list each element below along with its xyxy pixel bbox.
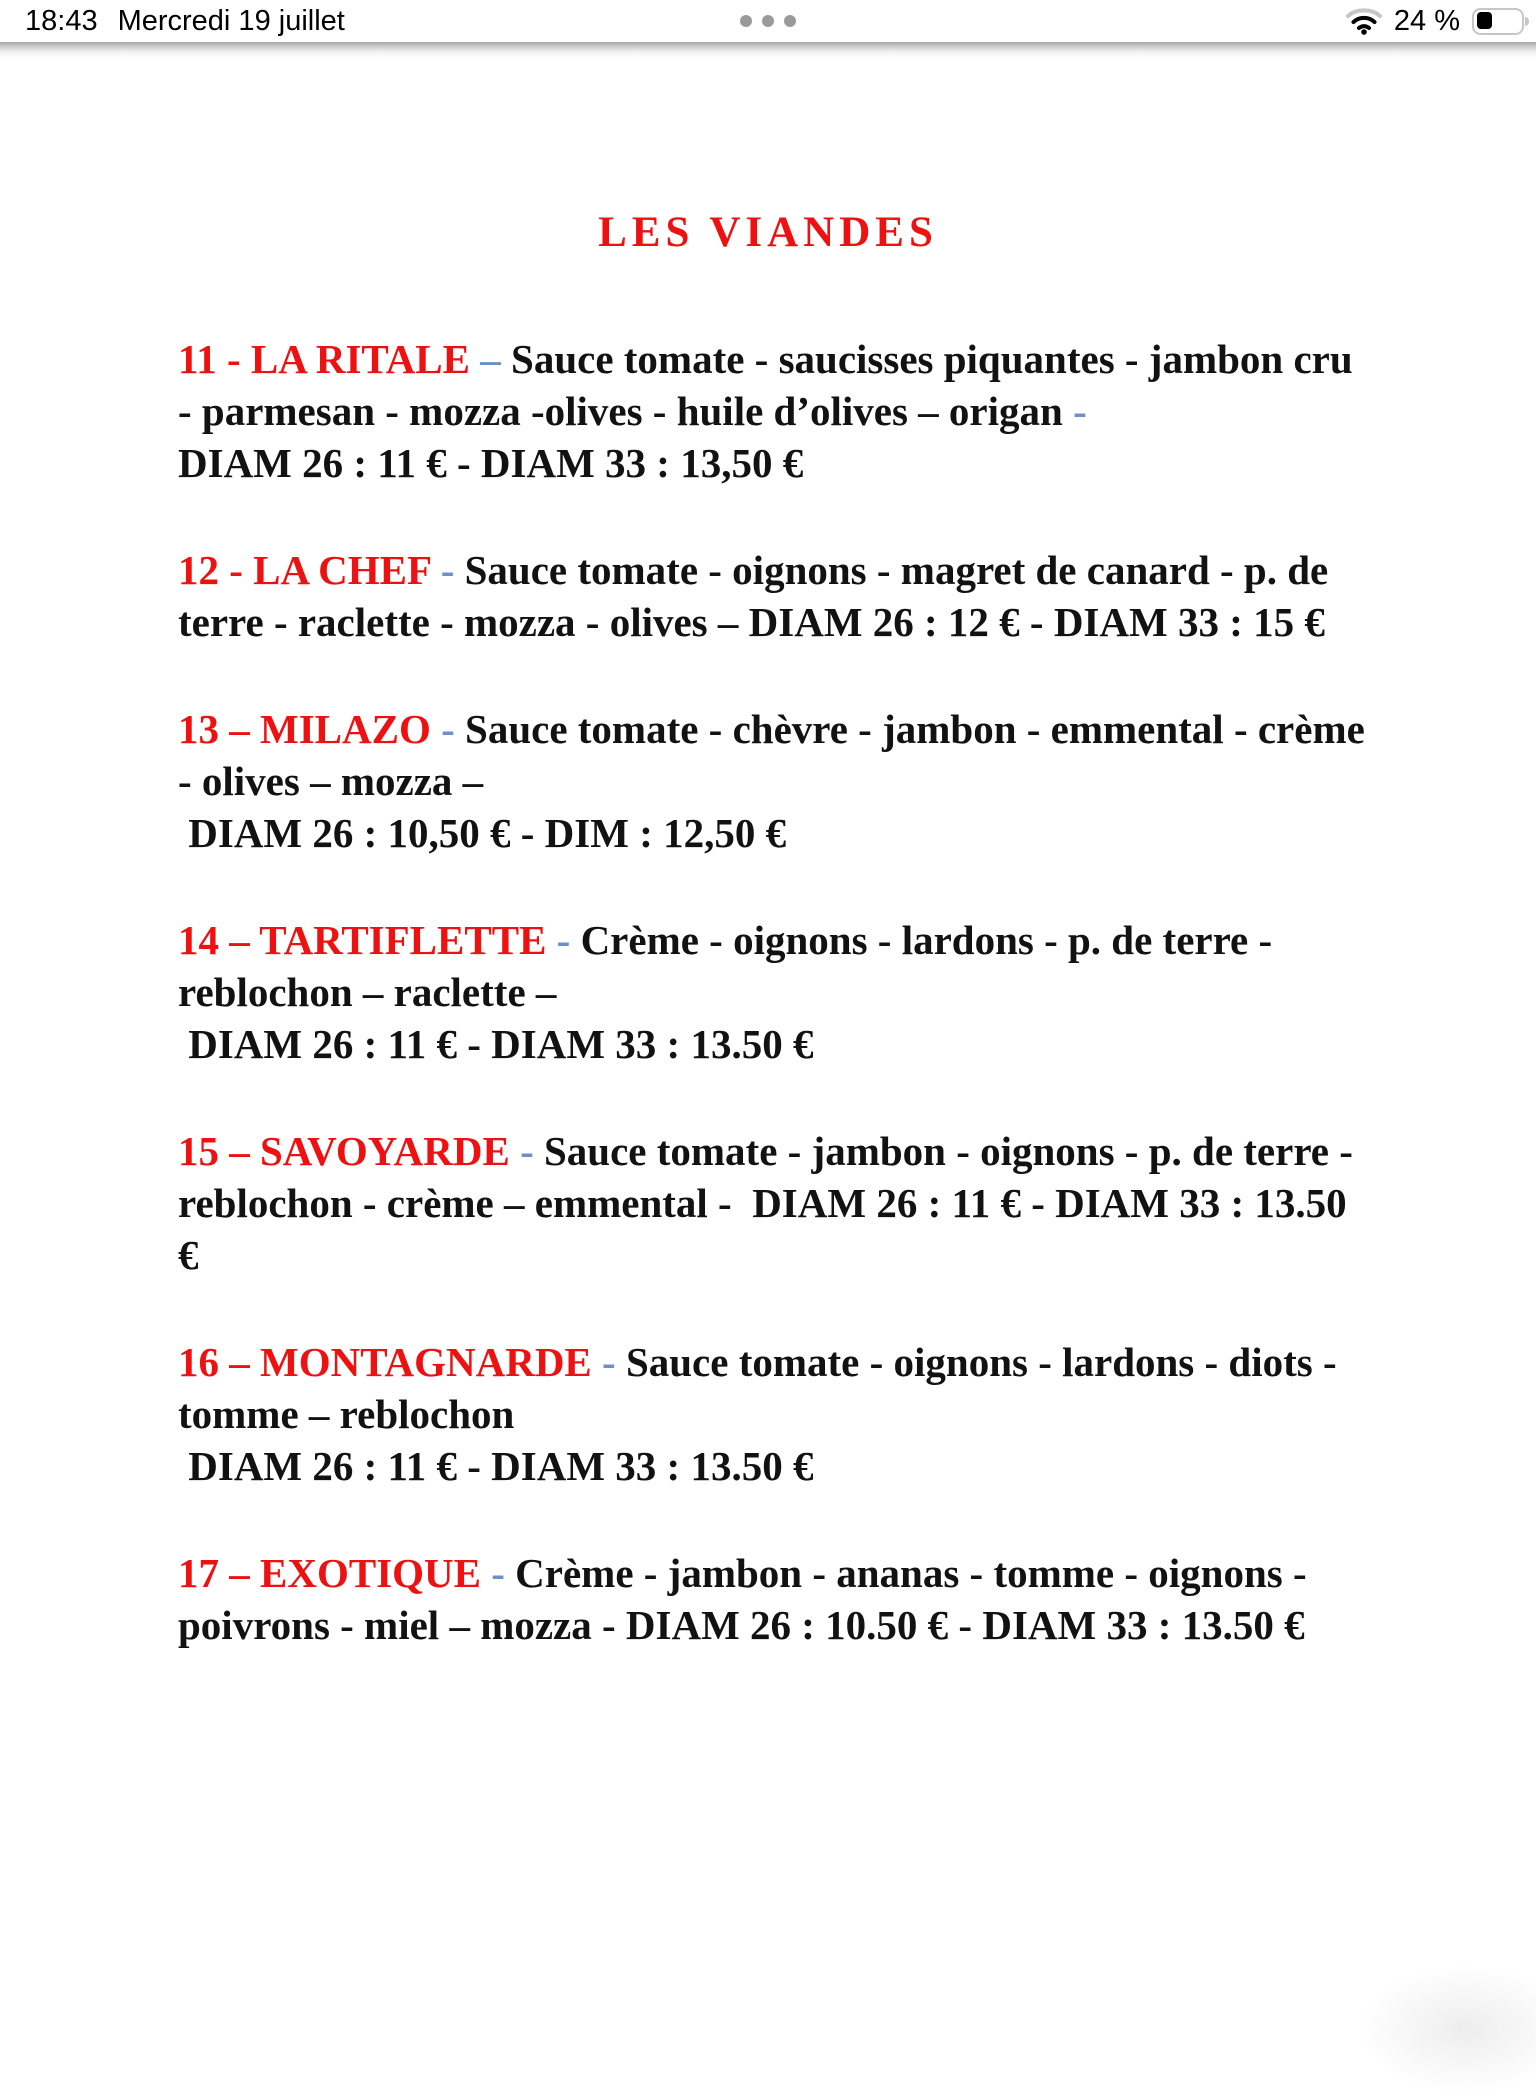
menu-items-list (0, 257, 1536, 1651)
item-trailing-dash: - (1073, 388, 1087, 434)
dot-icon (762, 15, 774, 27)
item-separator-dash: - (430, 706, 466, 752)
item-prices: DIAM 26 : 10,50 € - DIM : 12,50 € (178, 810, 787, 856)
menu-item-14 (178, 914, 1368, 1070)
item-ingredients: Crème - jambon - ananas - tomme - oignons - poivrons - miel – mozza - (178, 1550, 1317, 1648)
menu-item-11 (178, 333, 1368, 489)
dot-icon (784, 15, 796, 27)
item-separator-dash: - (481, 1550, 516, 1596)
battery-percent-label: 24 % (1393, 4, 1460, 37)
item-number-name: 15 – SAVOYARDE (178, 1128, 510, 1174)
item-number-name: 13 – MILAZO (178, 706, 431, 752)
item-separator-dash: – (470, 336, 512, 382)
item-prices: DIAM 26 : 11 € - DIAM 33 : 13.50 € (178, 1443, 814, 1489)
menu-item-15 (178, 1125, 1368, 1281)
item-prices: DIAM 26 : 11 € - DIAM 33 : 13.50 € (178, 1021, 814, 1067)
item-prices: DIAM 26 : 11 € - DIAM 33 : 13.50 € (178, 1180, 1357, 1278)
battery-icon (1472, 8, 1524, 35)
status-right-cluster (1346, 0, 1524, 42)
item-separator-dash: - (509, 1128, 544, 1174)
date-label: Mercredi 19 juillet (117, 4, 345, 37)
item-number-name: 11 - LA RITALE (178, 336, 471, 382)
item-number-name: 12 - LA CHEF (178, 547, 431, 593)
menu-item-16 (178, 1336, 1368, 1492)
battery-nub (1525, 17, 1530, 26)
menu-item-13 (178, 703, 1376, 859)
item-separator-dash: - (591, 1339, 626, 1385)
item-separator-dash: - (430, 547, 465, 593)
item-number-name: 17 – EXOTIQUE (178, 1550, 481, 1596)
battery-fill-level (1477, 12, 1492, 29)
item-number-name: 16 – MONTAGNARDE (178, 1339, 592, 1385)
item-ingredients: Sauce tomate - saucisses piquantes - jambon cru - parmesan - mozza -olives - huile d’olives – origan (178, 336, 1363, 434)
item-number-name: 14 – TARTIFLETTE (178, 917, 547, 963)
status-left-cluster (25, 0, 345, 42)
menu-section-title: LES VIANDES (598, 209, 938, 256)
item-ingredients: Sauce tomate - chèvre - jambon - emmental - crème - olives – mozza – (178, 706, 1376, 804)
item-ingredients: Sauce tomate - jambon - oignons - p. de terre - reblochon - crème – emmental - (178, 1128, 1364, 1226)
multitasking-dots-indicator[interactable] (740, 0, 796, 42)
item-separator-dash: - (546, 917, 581, 963)
item-ingredients: Crème - oignons - lardons - p. de terre - reblochon – raclette – (178, 917, 1283, 1015)
page-top-shadow-divider (0, 42, 1536, 58)
item-prices: DIAM 26 : 12 € - DIAM 33 : 15 € (748, 599, 1325, 645)
menu-item-17 (178, 1547, 1368, 1651)
status-bar (0, 0, 1536, 42)
menu-item-12 (178, 544, 1368, 648)
dot-icon (740, 15, 752, 27)
clock-label: 18:43 (25, 4, 98, 37)
item-prices: DIAM 26 : 10.50 € - DIAM 33 : 13.50 € (625, 1602, 1305, 1648)
pdf-document-page[interactable] (0, 56, 1536, 2048)
item-ingredients: Sauce tomate - oignons - lardons - diots - tomme – reblochon (178, 1339, 1347, 1437)
item-ingredients: Sauce tomate - oignons - magret de canard - p. de terre - raclette - mozza - olives – (178, 547, 1339, 645)
item-prices: DIAM 26 : 11 € - DIAM 33 : 13,50 € (178, 440, 804, 486)
wifi-icon (1346, 7, 1382, 35)
